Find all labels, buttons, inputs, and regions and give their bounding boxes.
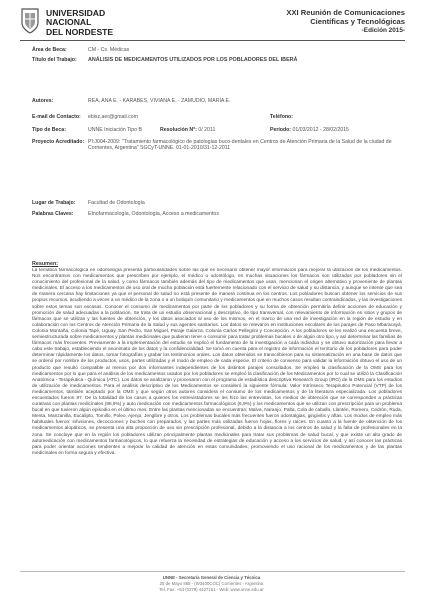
event-title: [286, 9, 405, 35]
footer-line3: Tel. Fax: +54 (0379) 4427151 - Web: www.unne.edu.ar: [159, 587, 264, 592]
header-divider: [20, 40, 405, 41]
tipo-label: Tipo de Beca:: [32, 127, 66, 133]
lugar-value: Facultad de Odontología: [88, 200, 145, 206]
resumen-heading: Resumen:: [32, 261, 59, 267]
footer-divider: [20, 571, 405, 572]
email-label: E-mail de Contacto:: [32, 114, 81, 120]
periodo-label: Período:: [270, 127, 292, 133]
telefono-label: Teléfono:: [270, 114, 293, 120]
footer-line1: [0, 575, 423, 580]
event-edition: -Edición 2015-: [361, 26, 405, 34]
event-title-line2: Científicas y Tecnológicas: [310, 16, 405, 26]
telefono: [270, 114, 293, 120]
area-value: CM - Cs. Médicas: [88, 47, 130, 53]
tipo-value: UNNE Iniciación Tipo B: [88, 127, 142, 133]
university-name-line1: UNIVERSIDAD: [46, 8, 106, 18]
university-name-line2: NACIONAL: [46, 17, 92, 28]
periodo-value: 01/03/2012 - 28/02/2015: [292, 127, 350, 133]
periodo: [270, 127, 349, 133]
university-name: [46, 9, 113, 37]
palabras-label: Palabras Claves:: [32, 211, 74, 217]
proyecto-value: PI:J004-2009: "Tratamiento farmacológico de patologías buco-dentales en Centros de Atención Primaria de la Salud de la ciudad de Corrientes, Argentina" SGCyT-UNNE. 01-01-2010/31-12-2011: [88, 139, 392, 152]
resolucion: [160, 127, 215, 133]
palabras-value: Etnofarmacología, Odontología, Acceso a medicamentos: [88, 211, 219, 217]
autores-value: REA, ANA E. - KARABES, VIVIANA E. - ZAMUDIO, MARÍA E.: [88, 98, 231, 104]
lugar-label: Lugar de Trabajo:: [32, 200, 76, 206]
event-title-line1: XXI Reunión de Comunicaciones: [286, 8, 405, 17]
email-value: ebisz.aer@gmail.com: [88, 114, 138, 120]
autores-label: Autores:: [32, 98, 54, 104]
titulo-value: ANÁLISIS DE MEDICAMENTOS UTILIZADOS POR LOS POBLADORES DEL IBERÁ: [88, 57, 298, 63]
titulo-label: Título del Trabajo:: [32, 57, 77, 63]
university-name-line3: DEL NORDESTE: [46, 26, 114, 37]
resolucion-label: Resolución N°:: [160, 127, 197, 133]
resolucion-value: 0/ 2011: [198, 127, 216, 133]
university-seal-logo: [20, 8, 40, 34]
footer-line2: 25 de Mayo 868 - (W3400COC) Corrientes - Argentina: [159, 581, 264, 586]
footer-line1-text: UNNE - Secretaría General de Ciencia y Técnica: [162, 575, 261, 580]
area-label: Área de Beca:: [32, 47, 67, 53]
resumen-body: La temática farmacológica en odontología presenta particularidades sobre las que es necesario obtener mayor información para mejorar la utilización de los medicamentos. Nos encontramos con medicamentos que prescriben por ejemplo, el médico u odontólogo, en muchas situaciones los fármacos son utilizados por pobladores sin el conocimiento del profesional de la salud, y como fármacos también además del tipo de medicamentos que usan, mencionan el origen alternativo y proveniente de plantas medicinales. El acceso a los medicamentos de uso oral de mucha población está fuertemente relacionado con el servicio de salud y su distancia, y aunque se intente que sea de manera cercana hay limitaciones ya que el personal de salud no está presente de manera continua en los centros. Los pobladores buscan obtener los servicios de sus propios recursos, acudiendo a veces a un médico de la zona o a un botiquín comunitario y medicamentos que en muchos casos resultan contraindicados, y las investigaciones sobre estos temas son escasas. Conocer el consumo de medicamentos por parte de los pobladores y su forma de obtención permitiría definir acciones de educación y promoción de salud adecuadas a la población. Se trata de un estudio observacional y descriptivo, de tipo transversal, con relevamiento de información en sitios y grupos de fármacos que se utilizan y las fuentes de obtención, y los datos asociados al uso de los mismos, en el marco de una red de investigación en la región de estudio y en colaboración con los Centros de Atención Primaria de la Salud y sus agentes sanitarios. Los datos se relevaron en instituciones escolares de los parajes de Paso Mbaracayá, Colonia Montaña, Colonia Tapé, Uguay, San Pedro, San Miguel, Paraje Galarza, Colonia Carlos Pellegrini y Concepción. A los pobladores se les realizó una encuesta breve, semiestructurada sobre medicamentos y plantas medicinales que pudieran tener o consumir para tratar problemas bucales o de algún otro tipo, y así determinar las familias de fármacos más frecuentes. Previamente a la implementación del estudio se explicó el fundamento de la investigación a cada individuo y se obtuvo autorización para llevar a cabo este trabajo, estableciendo el anonimato de los datos y la confidencialidad. Se tomó en cuenta para el registro de información el territorio de los pobladores para poder determinar rápidamente los datos, tomar fotografías y grabar los testimonios orales. Los datos obtenidos se transcribieron para su sistematización en una base de datos que se ordenó por nombre de los productos, usos, partes utilizadas y el modo de empleo de cada especie. El criterio de consenso para validar la información obtuvo el uso de un producto que resultó compatible al menos por dos informantes independientes de los distintos parajes consultados. Se empleó la clasificación de la OMS para los medicamentos por lo que para el análisis de los medicamentos usados por los pobladores se empleó la clasificación de los Medicamentos por lo cual se utilizó la Clasificación Anatómica - Terapéutica - Química (ATC). Los datos se analizaron y procesaron con el programa de estadística descriptiva Research Group (IRG) de la OMS para los estudios de utilización de medicamentos. Para el análisis descriptivo de los Medicamentos se consideró la siguiente fórmula: Valor Intrínseco Terapéutico Potencial (VTP) de los medicamentos, también aceptado por la OMS y que según otros autores considera el consumo de los medicamentos y de la literatura especializada. Los pobladores encuestados fueron 87. De la totalidad de los casos a quienes los entrevistadores se les hizo las entrevistas, los medios de obtención que se corresponden a prácticas curativas con plantas medicinales (86,9%) y auto medicación con medicamentos farmacológicos (6,9%) y los medicamentos que se utilizan con prescripción para un problema bucal en que tuvieron algún episodio en el último mes. Entre las plantas mencionadas se encuentran: Malva, Naranjo, Palta, Cola de caballo, Llantén, Romero, Cedrón, Ruda, Menta, Manzanilla, Eucalipto, Tomillo, Poleo, Ajenjo, Jengibre y otros. Los problemas bucales más frecuentes fueron odontalgias, gingivitis y aftas. Los modos de empleo más habituales fueron: infusiones, decocciones y buches con preparados, y las partes más utilizadas fueron hojas, flores y raíces. En cuanto a la fuente de obtención de los medicamentos alopáticos, se presenta una alta proporción de uso sin prescripción profesional, debido a la distancia a los centros de salud y la falta de profesionales en la zona. Se concluye que en la región los pobladores utilizan principalmente plantas medicinales para tratar sus problemas de salud bucal, y que existe un alto grado de automedicación con medicamentos farmacológicos, lo que refuerza la necesidad de estrategias de educación y acceso a los servicios de salud, y así conocer las prácticas para poder orientar acciones tendientes a mejorar la calidad de atención en estas comunidades, promoviendo el uso racional de los medicamentos y de las plantas medicinales en forma segura y efectiva.: [32, 268, 402, 456]
proyecto-label: Proyecto Acreditado:: [32, 139, 85, 145]
